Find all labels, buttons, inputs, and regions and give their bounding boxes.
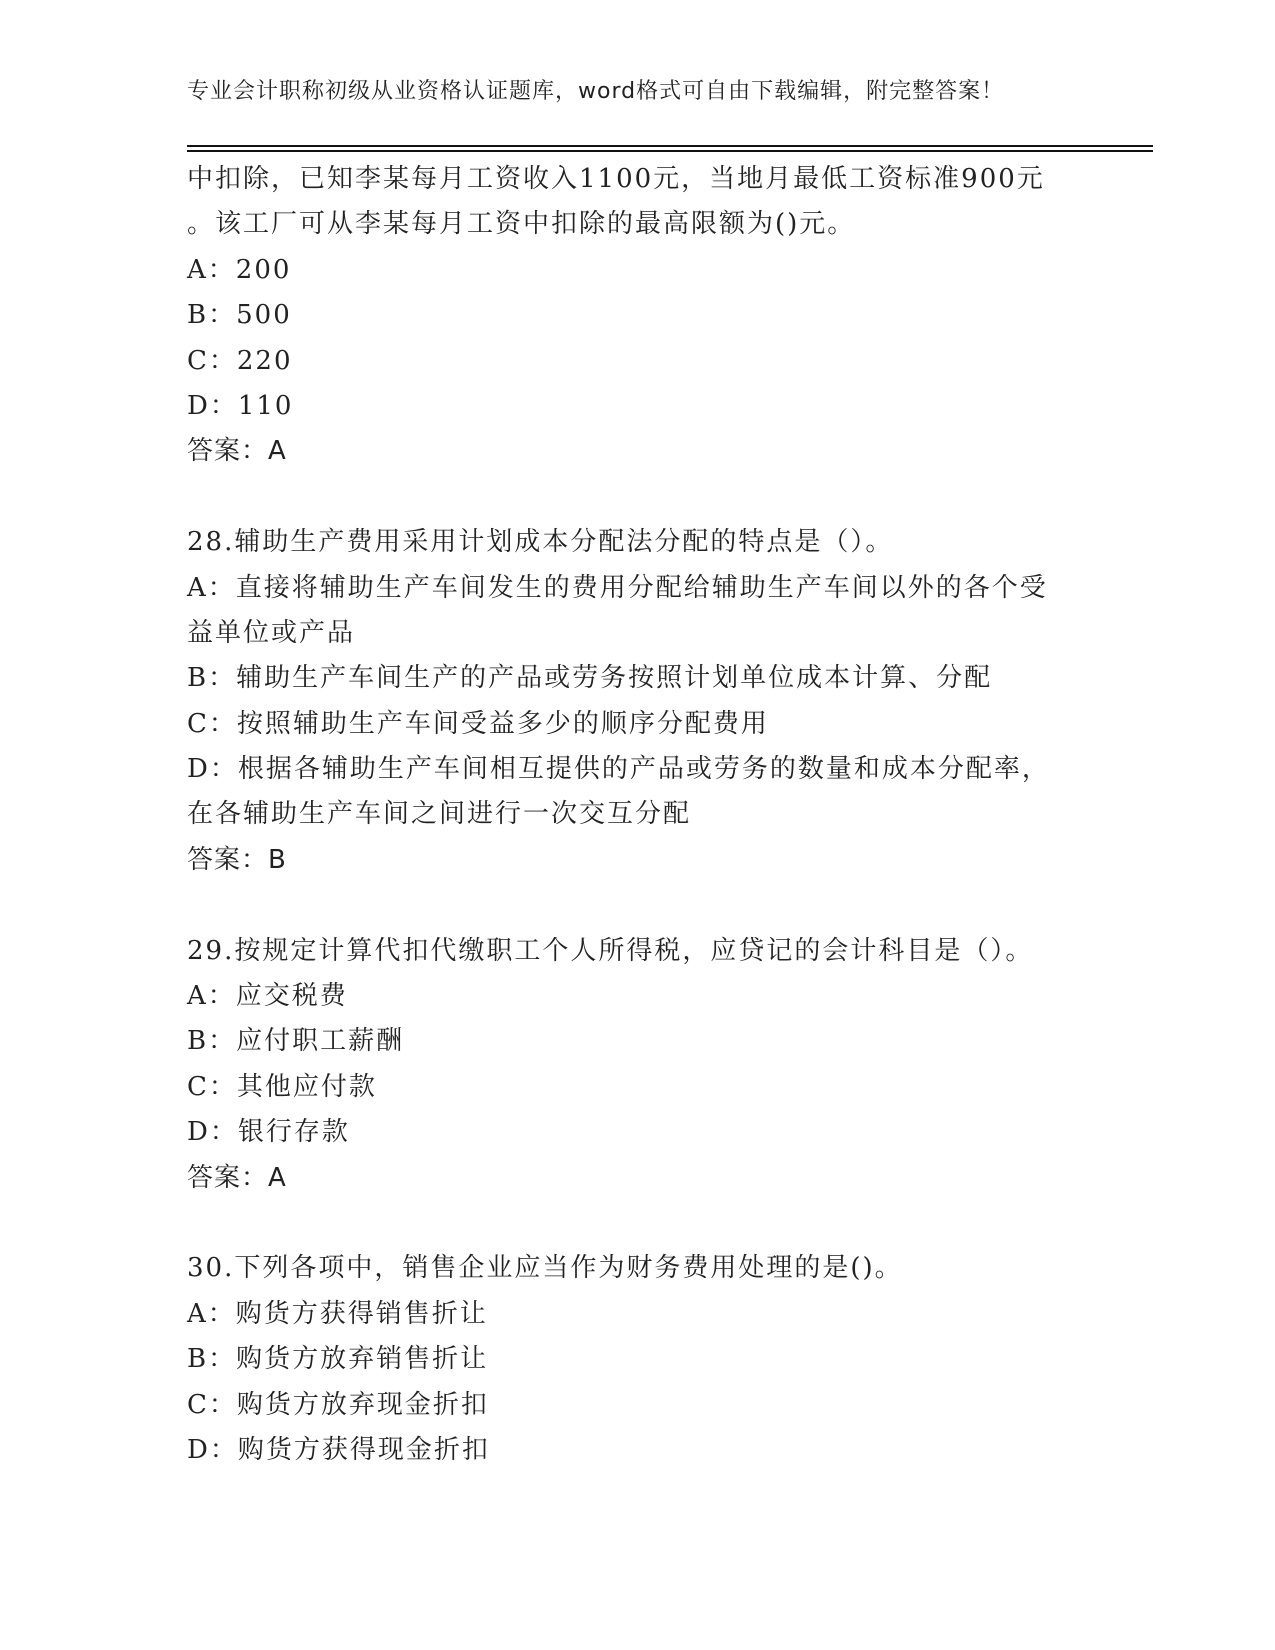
option-c: C：220 [187,345,293,376]
option-b: B：购货方放弃销售折让 [187,1344,489,1375]
option-a: A：直接将辅助生产车间发生的费用分配给辅助生产车间以外的各个受 [187,572,1048,603]
option-b: B：应付职工薪酬 [187,1026,405,1057]
option-d: D：根据各辅助生产车间相互提供的产品或劳务的数量和成本分配率， [187,754,1050,785]
option-d: D：银行存款 [187,1117,350,1148]
question-stem-line: 30.下列各项中，销售企业应当作为财务费用处理的是()。 [187,1253,903,1284]
question-stem-line: 中扣除，已知李某每月工资收入1100元，当地月最低工资标准900元 [187,164,1045,194]
spacer [187,883,1087,928]
option-d-continued: 在各辅助生产车间之间进行一次交互分配 [187,799,692,830]
page-header: 专业会计职称初级从业资格认证题库，word格式可自由下载编辑，附完整答案！ [187,79,1005,104]
answer-line: 答案：A [187,436,287,467]
option-a-continued: 益单位或产品 [187,617,356,648]
question-stem-line: 。该工厂可从李某每月工资中扣除的最高限额为()元。 [187,209,856,240]
question-block [187,929,1087,1201]
option-c: C：其他应付款 [187,1071,377,1102]
answer-line: 答案：B [187,844,287,875]
header-double-rule [187,145,1153,152]
answer-line: 答案：A [187,1162,287,1193]
spacer [187,475,1087,520]
question-block [187,1246,1087,1473]
question-list [187,157,1087,1473]
spacer [187,1201,1087,1246]
option-d: D：110 [187,390,294,421]
question-block [187,520,1087,883]
option-d: D：购货方获得现金折扣 [187,1434,490,1465]
question-stem-line: 28.辅助生产费用采用计划成本分配法分配的特点是（）。 [187,527,894,558]
option-b: B：辅助生产车间生产的产品或劳务按照计划单位成本计算、分配 [187,663,993,694]
question-stem-line: 29.按规定计算代扣代缴职工个人所得税，应贷记的会计科目是（）。 [187,935,1034,966]
question-block [187,157,1087,475]
option-b: B：500 [187,300,292,331]
option-c: C：购货方放弃现金折扣 [187,1389,489,1420]
option-a: A：购货方获得销售折让 [187,1298,488,1329]
option-a: A：应交税费 [187,981,348,1012]
option-c: C：按照辅助生产车间受益多少的顺序分配费用 [187,708,769,739]
option-a: A：200 [187,254,292,285]
